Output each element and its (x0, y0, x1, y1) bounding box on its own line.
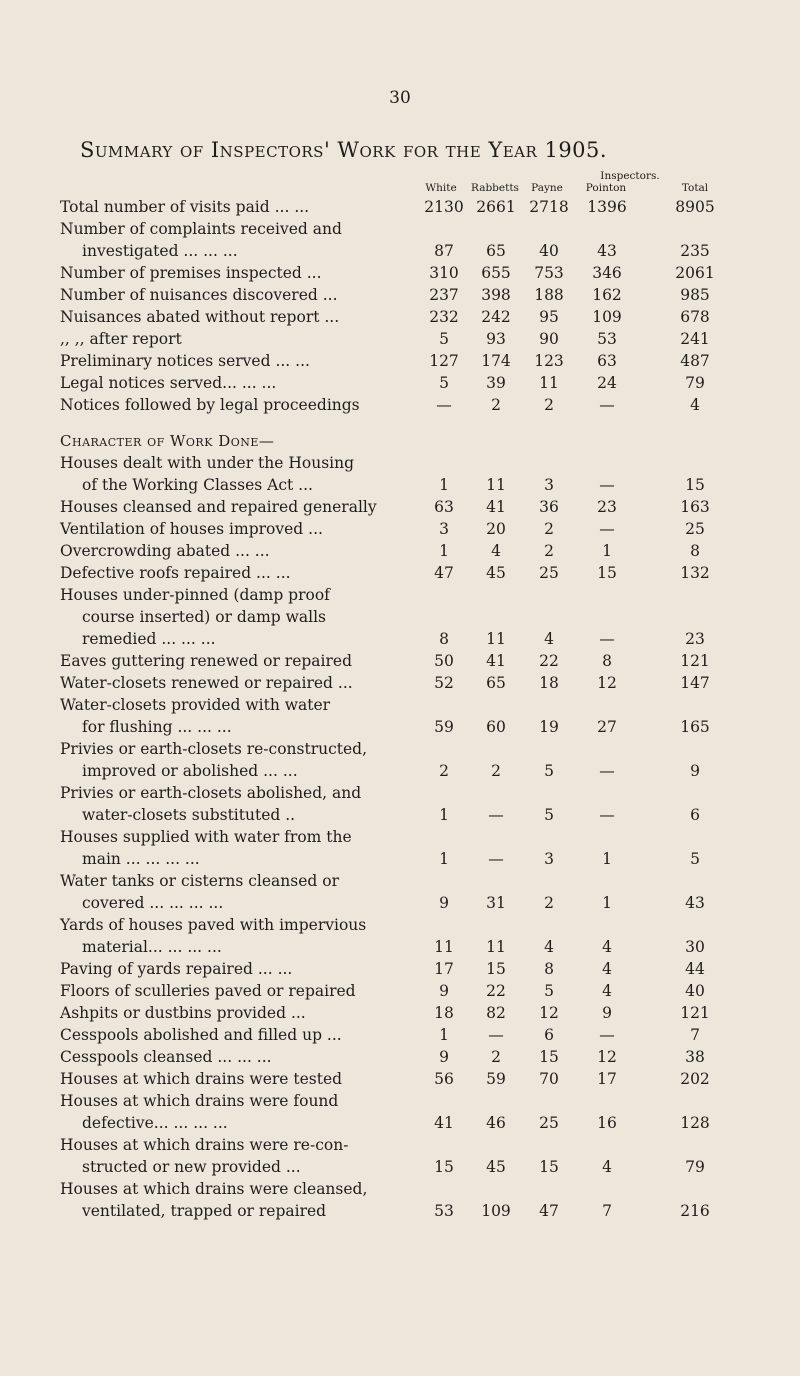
cell-payne: 95 (539, 308, 559, 326)
cell-payne: 15 (539, 1048, 559, 1066)
cell-payne: 5 (544, 982, 554, 1000)
cell-total: 985 (680, 286, 710, 304)
cell-rabbetts: 45 (486, 564, 506, 582)
cell-payne: 2 (544, 520, 554, 538)
cell-payne: 8 (544, 960, 554, 978)
cell-pointon: — (599, 396, 615, 414)
cell-pointon: 53 (597, 330, 617, 348)
cell-rabbetts: 39 (486, 374, 506, 392)
row-label: Water tanks or cisterns cleansed or (60, 872, 339, 890)
row-label: Houses dealt with under the Housing (60, 454, 355, 472)
cell-total: 40 (685, 982, 705, 1000)
cell-payne: 36 (539, 498, 559, 516)
cell-white: 17 (434, 960, 454, 978)
cell-payne: 6 (544, 1026, 554, 1044)
cell-white: 63 (434, 498, 454, 516)
row-label: ,, ,, after report (60, 330, 182, 348)
cell-white: 5 (439, 330, 449, 348)
cell-white: 50 (434, 652, 454, 670)
row-label: improved or abolished ... ... (82, 762, 298, 780)
cell-total: 23 (685, 630, 705, 648)
cell-payne: 25 (539, 564, 559, 582)
cell-white: 232 (429, 308, 459, 326)
cell-white: 9 (439, 1048, 449, 1066)
cell-pointon: 16 (597, 1114, 617, 1132)
cell-total: 163 (680, 498, 710, 516)
row-label: Floors of sculleries paved or repaired (60, 982, 356, 1000)
cell-rabbetts: — (488, 806, 504, 824)
cell-pointon: 15 (597, 564, 617, 582)
cell-payne: 3 (544, 850, 554, 868)
column-header-total: Total (681, 182, 709, 194)
cell-total: 147 (680, 674, 710, 692)
row-label: Water-closets renewed or repaired ... (60, 674, 353, 692)
cell-pointon: 7 (602, 1202, 612, 1220)
cell-total: 165 (680, 718, 710, 736)
page-number: 30 (389, 88, 411, 108)
cell-total: 6 (690, 806, 700, 824)
cell-white: 9 (439, 982, 449, 1000)
cell-white: 52 (434, 674, 454, 692)
cell-rabbetts: — (488, 1026, 504, 1044)
row-label: covered ... ... ... ... (82, 894, 224, 912)
row-label: Houses supplied with water from the (60, 828, 352, 846)
row-label: Notices followed by legal proceedings (60, 396, 360, 414)
cell-rabbetts: 65 (486, 674, 506, 692)
row-label: Houses at which drains were re-con- (60, 1136, 349, 1154)
cell-white: — (436, 396, 452, 414)
cell-payne: 5 (544, 762, 554, 780)
cell-white: 2130 (424, 198, 464, 216)
cell-white: 59 (434, 718, 454, 736)
cell-white: 47 (434, 564, 454, 582)
cell-pointon: 4 (602, 938, 612, 956)
cell-pointon: 12 (597, 1048, 617, 1066)
row-label: Number of nuisances discovered ... (60, 286, 338, 304)
cell-rabbetts: 46 (486, 1114, 506, 1132)
cell-pointon: 4 (602, 960, 612, 978)
cell-pointon: 346 (592, 264, 622, 282)
cell-pointon: — (599, 762, 615, 780)
cell-payne: 12 (539, 1004, 559, 1022)
row-label: Privies or earth-closets re-constructed, (60, 740, 368, 758)
cell-total: 121 (680, 1004, 710, 1022)
row-label: Overcrowding abated ... ... (60, 542, 270, 560)
cell-rabbetts: 242 (481, 308, 511, 326)
cell-white: 1 (439, 476, 449, 494)
cell-rabbetts: 11 (486, 476, 506, 494)
cell-pointon: 8 (602, 652, 612, 670)
cell-rabbetts: 93 (486, 330, 506, 348)
cell-payne: 90 (539, 330, 559, 348)
inspectors-heading: Inspectors. (600, 170, 660, 182)
row-label: of the Working Classes Act ... (82, 476, 313, 494)
cell-rabbetts: 2661 (476, 198, 516, 216)
column-header-rabbetts: Rabbetts (471, 182, 519, 194)
row-label: Eaves guttering renewed or repaired (60, 652, 353, 670)
cell-rabbetts: 4 (491, 542, 501, 560)
cell-rabbetts: 20 (486, 520, 506, 538)
row-label: Defective roofs repaired ... ... (60, 564, 291, 582)
cell-white: 15 (434, 1158, 454, 1176)
cell-white: 41 (434, 1114, 454, 1132)
cell-total: 132 (680, 564, 710, 582)
cell-payne: 188 (534, 286, 564, 304)
cell-payne: 2718 (529, 198, 569, 216)
cell-rabbetts: 15 (486, 960, 506, 978)
row-label: Paving of yards repaired ... ... (60, 960, 293, 978)
column-header-pointon: Pointon (585, 182, 627, 194)
row-label: Nuisances abated without report ... (60, 308, 340, 326)
cell-white: 1 (439, 1026, 449, 1044)
row-label: Water-closets provided with water (60, 696, 331, 714)
cell-payne: 19 (539, 718, 559, 736)
row-label: investigated ... ... ... (82, 242, 238, 260)
cell-white: 1 (439, 806, 449, 824)
cell-total: 2061 (675, 264, 715, 282)
cell-payne: 40 (539, 242, 559, 260)
cell-total: 241 (680, 330, 710, 348)
column-header-white: White (425, 182, 457, 194)
cell-total: 7 (690, 1026, 700, 1044)
cell-rabbetts: 41 (486, 652, 506, 670)
row-label: Number of premises inspected ... (60, 264, 322, 282)
cell-rabbetts: 11 (486, 938, 506, 956)
row-label: material... ... ... ... (82, 938, 222, 956)
cell-total: 216 (680, 1202, 710, 1220)
page-title: Summary of Inspectors' Work for the Year 1905. (80, 138, 608, 162)
cell-payne: 2 (544, 894, 554, 912)
cell-rabbetts: 11 (486, 630, 506, 648)
row-label: Cesspools abolished and filled up ... (60, 1026, 342, 1044)
cell-payne: 11 (539, 374, 559, 392)
cell-total: 79 (685, 1158, 705, 1176)
row-label: Legal notices served... ... ... (60, 374, 277, 392)
cell-pointon: 9 (602, 1004, 612, 1022)
cell-total: 8 (690, 542, 700, 560)
cell-rabbetts: 41 (486, 498, 506, 516)
cell-pointon: 162 (592, 286, 622, 304)
row-label: Privies or earth-closets abolished, and (60, 784, 362, 802)
row-label: Ashpits or dustbins provided ... (60, 1004, 306, 1022)
cell-white: 11 (434, 938, 454, 956)
row-label: for flushing ... ... ... (82, 718, 232, 736)
cell-pointon: 1396 (587, 198, 627, 216)
cell-pointon: — (599, 630, 615, 648)
cell-rabbetts: 109 (481, 1202, 511, 1220)
cell-white: 237 (429, 286, 459, 304)
row-label: Ventilation of houses improved ... (60, 520, 323, 538)
cell-payne: 5 (544, 806, 554, 824)
cell-payne: 25 (539, 1114, 559, 1132)
cell-pointon: 23 (597, 498, 617, 516)
row-label: water-closets substituted .. (82, 806, 296, 824)
cell-payne: 4 (544, 630, 554, 648)
row-label: Preliminary notices served ... ... (60, 352, 310, 370)
cell-payne: 2 (544, 542, 554, 560)
cell-total: 15 (685, 476, 705, 494)
cell-rabbetts: 45 (486, 1158, 506, 1176)
cell-rabbetts: 82 (486, 1004, 506, 1022)
cell-white: 18 (434, 1004, 454, 1022)
cell-white: 9 (439, 894, 449, 912)
cell-pointon: 63 (597, 352, 617, 370)
cell-total: 43 (685, 894, 705, 912)
cell-pointon: 1 (602, 542, 612, 560)
cell-total: 38 (685, 1048, 705, 1066)
cell-total: 79 (685, 374, 705, 392)
row-label: Number of complaints received and (60, 220, 342, 238)
cell-rabbetts: 31 (486, 894, 506, 912)
cell-rabbetts: — (488, 850, 504, 868)
cell-payne: 2 (544, 396, 554, 414)
cell-rabbetts: 60 (486, 718, 506, 736)
cell-pointon: 12 (597, 674, 617, 692)
cell-pointon: — (599, 520, 615, 538)
cell-payne: 22 (539, 652, 559, 670)
cell-pointon: 17 (597, 1070, 617, 1088)
row-label: Houses at which drains were cleansed, (60, 1180, 368, 1198)
cell-pointon: 4 (602, 982, 612, 1000)
cell-rabbetts: 655 (481, 264, 511, 282)
cell-rabbetts: 174 (481, 352, 511, 370)
cell-total: 202 (680, 1070, 710, 1088)
cell-white: 3 (439, 520, 449, 538)
cell-total: 121 (680, 652, 710, 670)
row-label: Cesspools cleansed ... ... ... (60, 1048, 272, 1066)
cell-total: 44 (685, 960, 705, 978)
cell-total: 128 (680, 1114, 710, 1132)
cell-pointon: 43 (597, 242, 617, 260)
row-label: ventilated, trapped or repaired (82, 1202, 327, 1220)
cell-rabbetts: 2 (491, 1048, 501, 1066)
cell-pointon: — (599, 476, 615, 494)
cell-rabbetts: 65 (486, 242, 506, 260)
row-label: remedied ... ... ... (82, 630, 216, 648)
cell-white: 87 (434, 242, 454, 260)
cell-white: 2 (439, 762, 449, 780)
cell-payne: 47 (539, 1202, 559, 1220)
row-label: Houses at which drains were found (60, 1092, 339, 1110)
cell-payne: 18 (539, 674, 559, 692)
row-label: course inserted) or damp walls (82, 608, 326, 626)
cell-total: 9 (690, 762, 700, 780)
cell-pointon: 24 (597, 374, 617, 392)
cell-white: 1 (439, 850, 449, 868)
row-label: Houses cleansed and repaired generally (60, 498, 377, 516)
cell-pointon: 27 (597, 718, 617, 736)
cell-total: 235 (680, 242, 710, 260)
cell-rabbetts: 59 (486, 1070, 506, 1088)
row-label: defective... ... ... ... (82, 1114, 228, 1132)
cell-rabbetts: 2 (491, 396, 501, 414)
cell-rabbetts: 22 (486, 982, 506, 1000)
row-label: Houses at which drains were tested (60, 1070, 343, 1088)
cell-pointon: 1 (602, 850, 612, 868)
row-label: main ... ... ... ... (82, 850, 200, 868)
row-label: Yards of houses paved with impervious (60, 916, 367, 934)
cell-total: 30 (685, 938, 705, 956)
row-label: Houses under-pinned (damp proof (60, 586, 330, 604)
cell-white: 127 (429, 352, 459, 370)
cell-payne: 753 (534, 264, 564, 282)
cell-total: 25 (685, 520, 705, 538)
cell-white: 56 (434, 1070, 454, 1088)
column-header-payne: Payne (531, 182, 563, 194)
cell-total: 678 (680, 308, 710, 326)
cell-pointon: — (599, 806, 615, 824)
section-heading: Character of Work Done— (60, 432, 275, 450)
cell-pointon: 109 (592, 308, 622, 326)
cell-pointon: — (599, 1026, 615, 1044)
cell-pointon: 4 (602, 1158, 612, 1176)
cell-white: 5 (439, 374, 449, 392)
cell-pointon: 1 (602, 894, 612, 912)
cell-rabbetts: 398 (481, 286, 511, 304)
cell-payne: 4 (544, 938, 554, 956)
cell-white: 1 (439, 542, 449, 560)
cell-payne: 15 (539, 1158, 559, 1176)
cell-total: 487 (680, 352, 710, 370)
cell-total: 8905 (675, 198, 715, 216)
cell-payne: 123 (534, 352, 564, 370)
cell-white: 310 (429, 264, 459, 282)
row-label: structed or new provided ... (82, 1158, 301, 1176)
cell-payne: 3 (544, 476, 554, 494)
cell-payne: 70 (539, 1070, 559, 1088)
cell-white: 53 (434, 1202, 454, 1220)
cell-total: 4 (690, 396, 700, 414)
cell-rabbetts: 2 (491, 762, 501, 780)
row-label: Total number of visits paid ... ... (60, 198, 310, 216)
cell-white: 8 (439, 630, 449, 648)
cell-total: 5 (690, 850, 700, 868)
